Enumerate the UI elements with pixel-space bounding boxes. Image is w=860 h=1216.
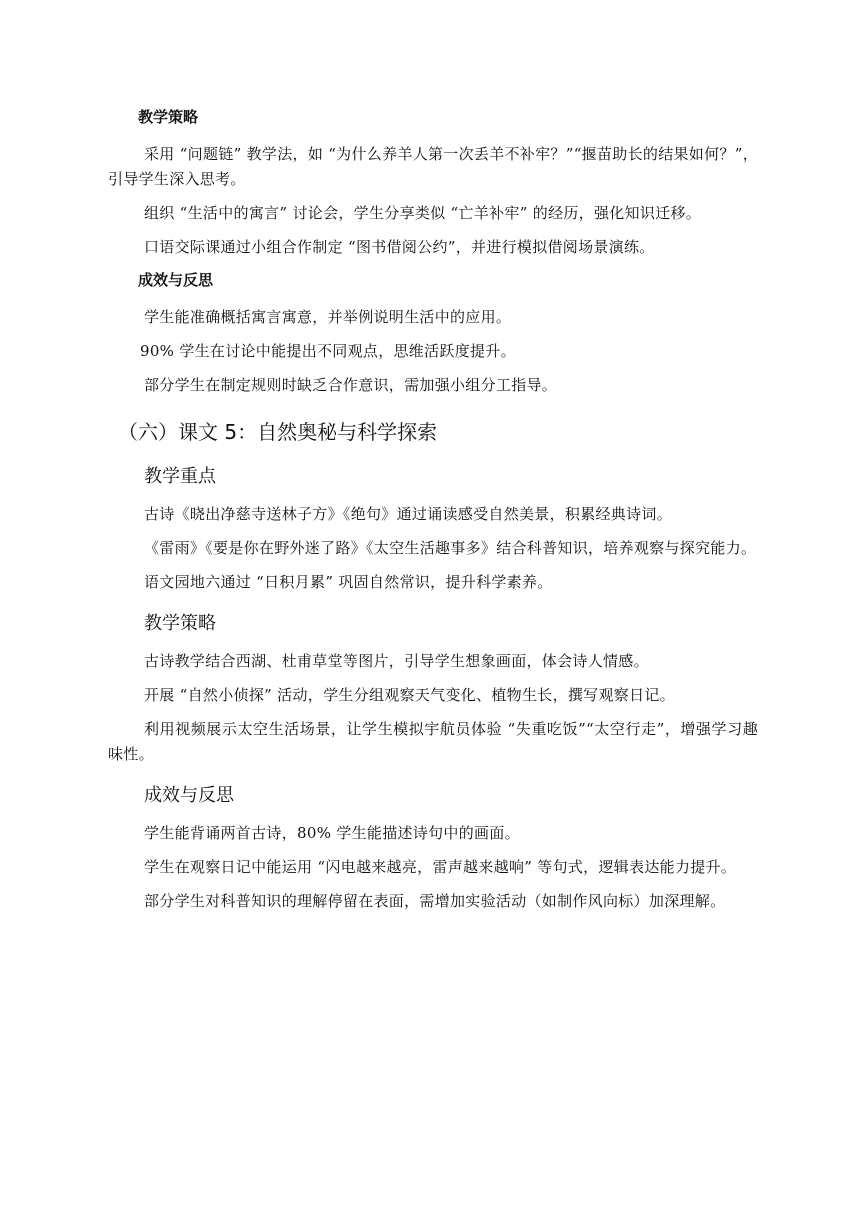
- paragraph: 口语交际课通过小组合作制定 “图书借阅公约”，并进行模拟借阅场景演练。: [144, 238, 655, 256]
- heading-teaching-strategy: 教学策略: [144, 613, 216, 634]
- paragraph: 部分学生在制定规则时缺乏合作意识，需加强小组分工指导。: [144, 376, 558, 394]
- paragraph: 采用 “问题链” 教学法，如 “为什么养羊人第一次丢羊不补牢？”“揠苗助长的结果如何？”，引导学生深入思考。: [108, 145, 758, 188]
- heading-teaching-strategy: 教学策略: [138, 108, 199, 126]
- heading-teaching-focus: 教学重点: [144, 466, 216, 487]
- paragraph: 学生在观察日记中能运用 “闪电越来越亮，雷声越来越响” 等句式，逻辑表达能力提升。: [144, 858, 737, 876]
- paragraph: 开展 “自然小侦探” 活动，学生分组观察天气变化、植物生长，撰写观察日记。: [144, 686, 675, 704]
- paragraph: 学生能背诵两首古诗，80% 学生能描述诗句中的画面。: [144, 824, 520, 842]
- paragraph: 利用视频展示太空生活场景，让学生模拟宇航员体验 “失重吃饭”“太空行走”，增强学习趣味性。: [108, 720, 758, 763]
- paragraph: 《雷雨》《要是你在野外迷了路》《太空生活趣事多》结合科普知识，培养观察与探究能力。: [144, 539, 757, 557]
- heading-results-reflection: 成效与反思: [144, 785, 234, 806]
- heading-results-reflection: 成效与反思: [138, 271, 214, 289]
- paragraph: 90% 学生在讨论中能提出不同观点，思维活跃度提升。: [140, 342, 516, 360]
- paragraph: 组织 “生活中的寓言” 讨论会，学生分享类似 “亡羊补牢” 的经历，强化知识迁移。: [144, 204, 702, 222]
- section-title: （六）课文 5：自然奥秘与科学探索: [118, 420, 438, 444]
- paragraph: 学生能准确概括寓言寓意，并举例说明生活中的应用。: [144, 308, 512, 326]
- paragraph: 语文园地六通过 “日积月累” 巩固自然常识，提升科学素养。: [144, 573, 553, 591]
- paragraph: 部分学生对科普知识的理解停留在表面，需增加实验活动（如制作风向标）加深理解。: [144, 892, 726, 910]
- page-body: [108, 98, 758, 923]
- paragraph: 古诗《晓出净慈寺送林子方》《绝句》通过诵读感受自然美景，积累经典诗词。: [144, 505, 673, 523]
- paragraph: 古诗教学结合西湖、杜甫草堂等图片，引导学生想象画面，体会诗人情感。: [144, 652, 649, 670]
